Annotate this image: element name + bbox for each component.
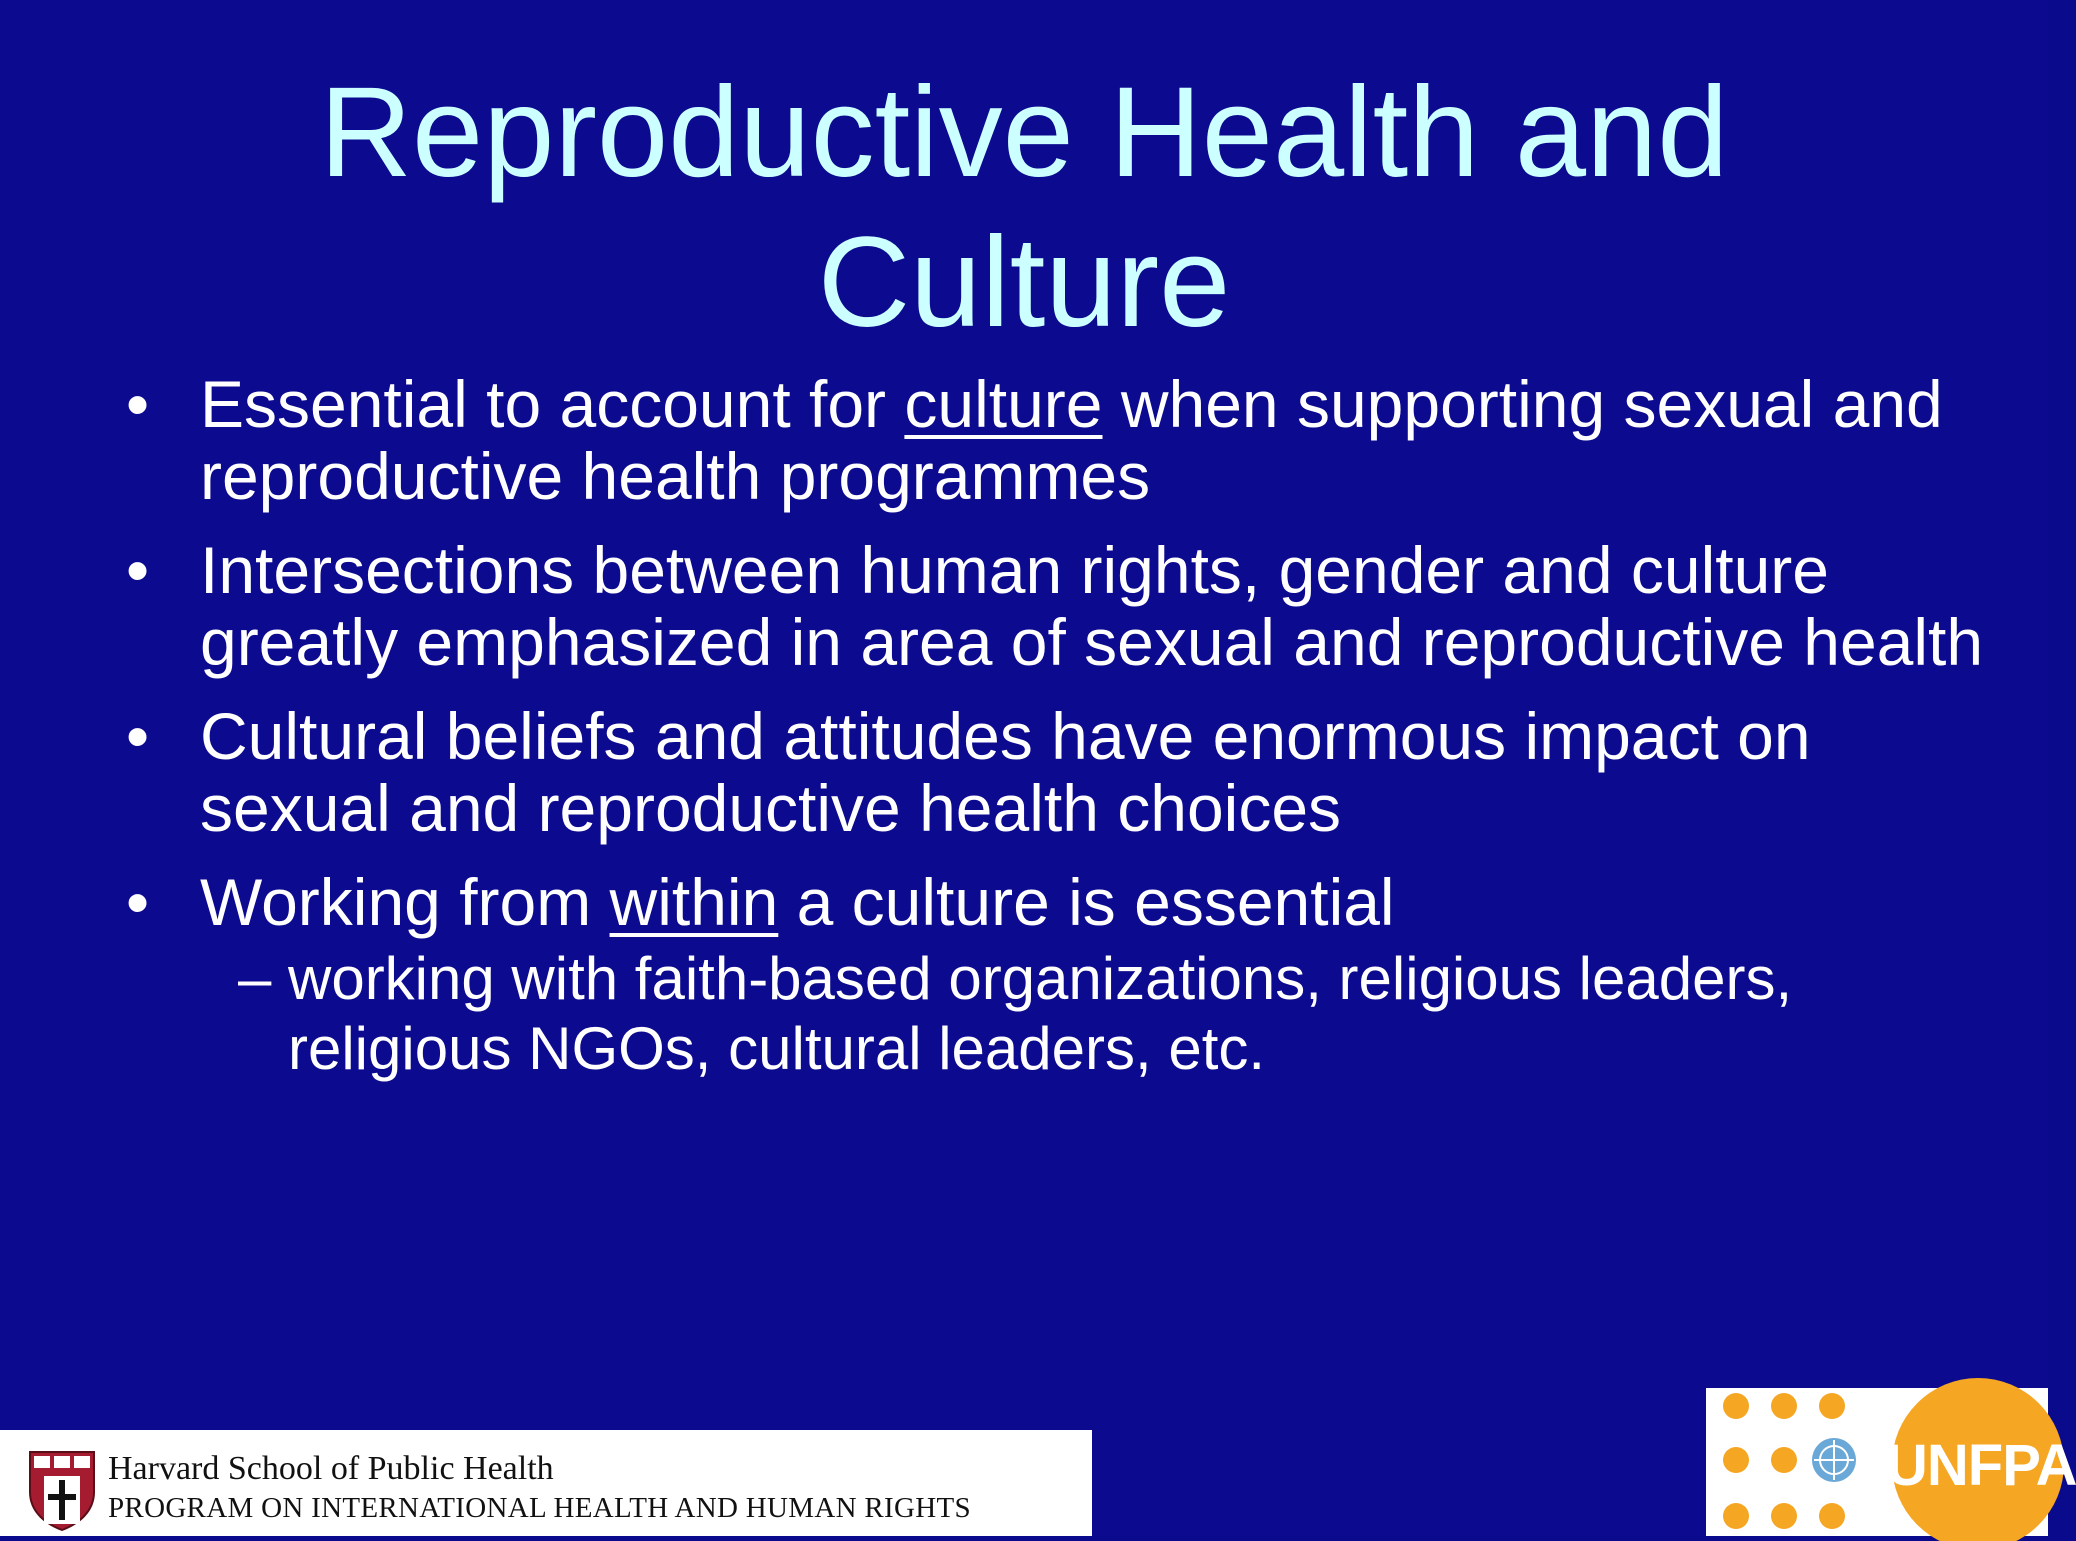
bullet-3-text: Cultural beliefs and attitudes have enormous impact on sexual and reproductive health choices — [200, 699, 1811, 845]
bullet-item-2 — [126, 534, 1986, 678]
harvard-program-name: PROGRAM ON INTERNATIONAL HEALTH AND HUMAN RIGHTS — [108, 1492, 971, 1524]
bullet-item-1 — [126, 368, 1986, 512]
bullet-icon: • — [126, 865, 150, 939]
slide-title-line1: Reproductive Health and — [319, 61, 1729, 204]
bullet-item-3 — [126, 700, 1986, 844]
bullet-4-text-after: a culture is essential — [778, 865, 1395, 939]
bullet-4-underlined: within — [609, 865, 779, 939]
bullet-list — [126, 368, 1986, 1084]
slide-title-line2: Culture — [817, 211, 1231, 354]
sub-bullet-item — [126, 944, 1986, 1084]
bullet-item-4 — [126, 866, 1986, 938]
bullet-1-underlined: culture — [904, 367, 1103, 441]
unfpa-logo — [1706, 1388, 2076, 1536]
bullet-4-text-before: Working from — [200, 865, 610, 939]
harvard-name: Harvard School of Public Health — [108, 1450, 554, 1487]
unfpa-logo-text: UNFPA — [1886, 1433, 2076, 1498]
bullet-icon: • — [126, 533, 150, 607]
dash-icon: – — [238, 945, 272, 1012]
sub-bullet-text: working with faith-based organizations, religious leaders, religious NGOs, cultural leaders, etc. — [288, 945, 1793, 1082]
bullet-2-text: Intersections between human rights, gender and culture greatly emphasized in area of sexual and reproductive health — [200, 533, 1984, 679]
slide-title — [0, 58, 2048, 358]
bullet-1-text-after: when supporting sexual and reproductive health programmes — [200, 367, 1943, 513]
bullet-1-text-before: Essential to account for — [200, 367, 905, 441]
harvard-shield-icon — [26, 1448, 98, 1532]
bullet-icon: • — [126, 367, 150, 441]
bullet-icon: • — [126, 699, 150, 773]
harvard-logo-banner — [0, 1430, 1092, 1536]
